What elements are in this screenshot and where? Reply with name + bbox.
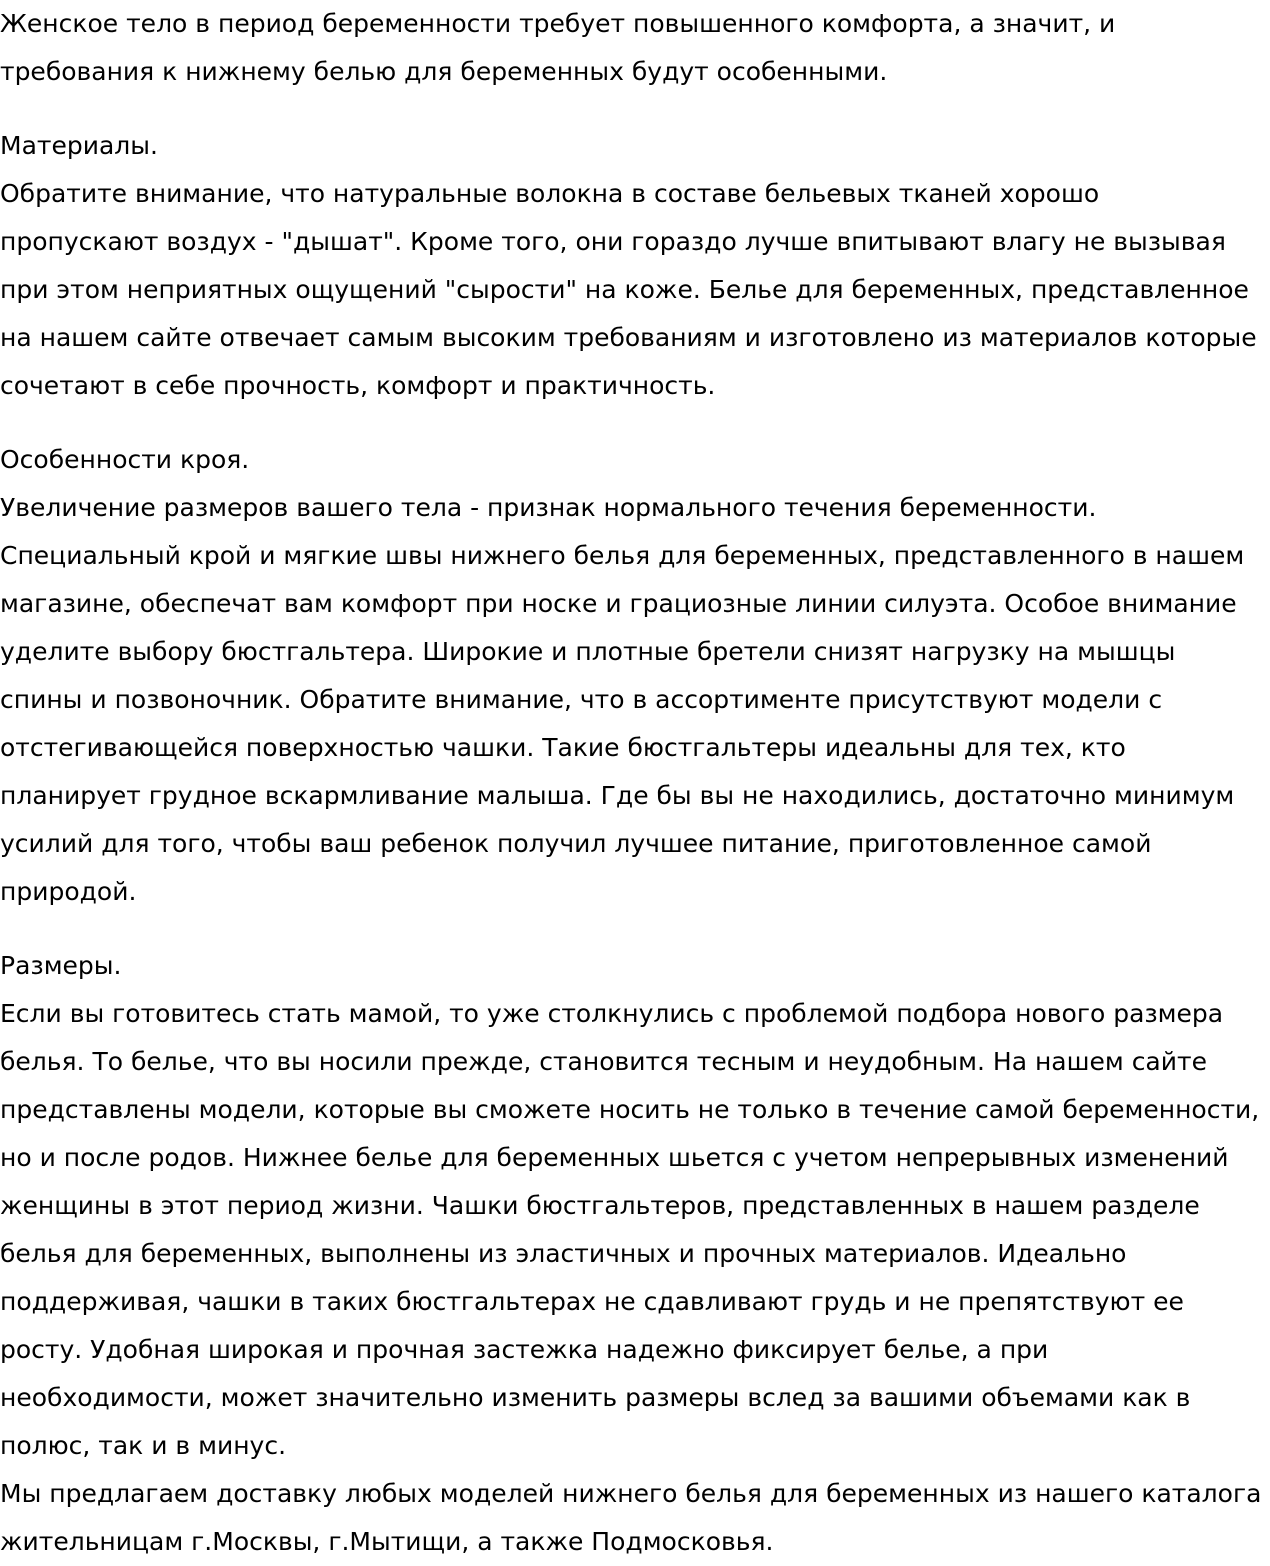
sizes-heading: Размеры. bbox=[0, 951, 122, 980]
materials-paragraph: Обратите внимание, что натуральные волокна в составе бельевых тканей хорошо пропускают воздух - "дышат". Кроме того, они гораздо лучше впитывают влагу не вызывая при этом неприятных ощущений "сырости" на коже. Белье для беременных, представленное на нашем сайте отвечает самым высоким требованиям и изготовлено из материалов которые сочетают в себе прочность, комфорт и практичность. bbox=[0, 179, 1257, 400]
cut-paragraph: Увеличение размеров вашего тела - признак нормального течения беременности. Специальный крой и мягкие швы нижнего белья для беременных, представленного в нашем магазине, обеспечат вам комфорт при носке и грациозные линии силуэта. Особое внимание уделите выбору бюстгальтера. Широкие и плотные бретели снизят нагрузку на мышцы спины и позвоночник. Обратите внимание, что в ассортименте присутствуют модели с отстегивающейся поверхностью чашки. Такие бюстгальтеры идеальны для тех, кто планирует грудное вскармливание малыша. Где бы вы не находились, достаточно минимум усилий для того, чтобы ваш ребенок получил лучшее питание, приготовленное самой природой. bbox=[0, 493, 1245, 906]
sizes-paragraph: Если вы готовитесь стать мамой, то уже столкнулись с проблемой подбора нового размера белья. То белье, что вы носили прежде, становится тесным и неудобным. На нашем сайте представлены модели, которые вы сможете носить не только в течение самой беременности, но и после родов. Нижнее белье для беременных шьется с учетом непрерывных изменений женщины в этот период жизни. Чашки бюстгальтеров, представленных в нашем разделе белья для беременных, выполнены из эластичных и прочных материалов. Идеально поддерживая, чашки в таких бюстгальтерах не сдавливают грудь и не препятствуют ее росту. Удобная широкая и прочная застежка надежно фиксирует белье, а при необходимости, может значительно изменить размеры вслед за вашими объемами как в полюс, так и в минус. bbox=[0, 999, 1260, 1460]
intro-paragraph: Женское тело в период беременности требует повышенного комфорта, а значит, и требования к нижнему белью для беременных будут особенными. bbox=[0, 9, 1116, 86]
delivery-paragraph: Мы предлагаем доставку любых моделей нижнего белья для беременных из нашего каталога жительницам г.Москвы, г.Мытищи, а также Подмосковья. bbox=[0, 1479, 1262, 1556]
materials-heading: Материалы. bbox=[0, 131, 158, 160]
cut-heading: Особенности кроя. bbox=[0, 445, 250, 474]
